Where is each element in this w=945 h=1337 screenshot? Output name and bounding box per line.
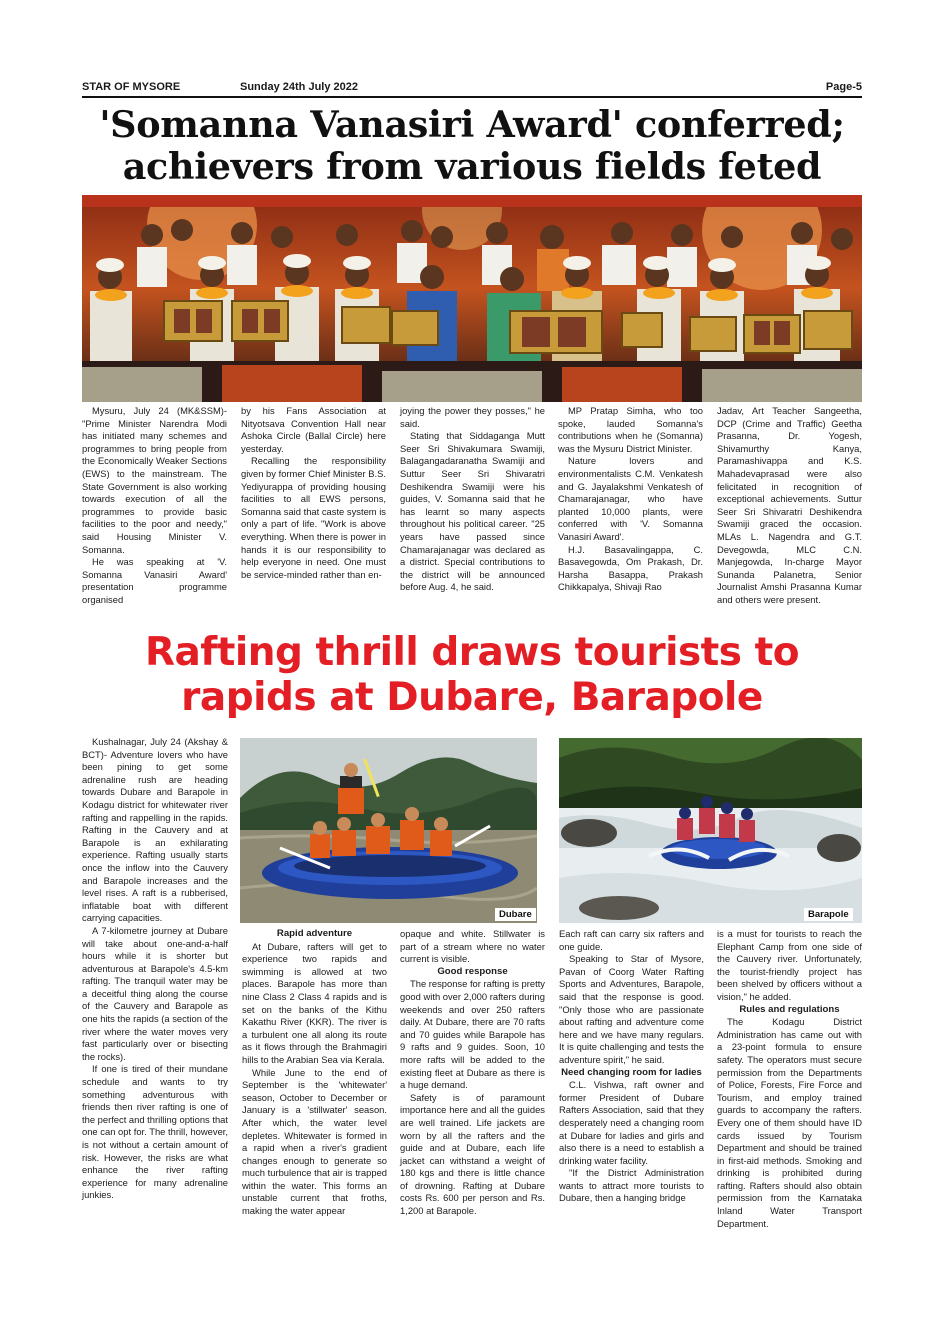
paragraph: The Kodagu District Administration has came out with a 23-point formula to ensure safety. The operators must secure permission from the Departments of Police, Forests, Fire Force and Tourism, and employ trained guards to accompany the rafters. Every one of them should have ID cards issued by Tourism Department and should be trained in first-aid methods. Smoking and drinking is prohibited during rafting. Rafters should also obtain permission from the Karnataka Inland Water Transport Department. <box>717 1016 862 1229</box>
story2-column-4 <box>559 928 704 1205</box>
subheading-changing-room: Need changing room for ladies <box>561 1066 702 1078</box>
paragraph: Stating that Siddaganga Mutt Seer Sri Shivakumara Swamiji, Balagangadaranatha Swamiji and Suttur Seer Sri Shivaratri Deshikendra Swamiji were his guides, V. Somanna said that he has learnt so many aspects throughout his political career. "25 years have passed since Chamarajanagar was declared as a district. Special contributions to the district will be announced before Aug. 4, he said. <box>400 430 545 593</box>
paragraph: opaque and white. Stillwater is part of a stream where no water current is visible. <box>400 928 545 965</box>
paragraph: Speaking to Star of Mysore, Pavan of Coorg Water Rafting Sports and Adventures, Barapole, said that the response is good. "Only those who are passionate about rafting and adventure come here and we have many regulars. It is quite challenging and tests the adventure spirit," he said. <box>559 953 704 1065</box>
subheading-rapid-adventure: Rapid adventure <box>276 928 353 939</box>
story2-column-5 <box>717 928 862 1230</box>
story2-headline <box>82 630 862 720</box>
paragraph: If one is tired of their mundane schedule and wants to try something adventurous with friends then river rafting is one of the perfect and thrilling options that one can opt for. The thrill, however, is not without a certain amount of risk. However, the risks are what enhance the river rafting experience for many adrenaline junkies. <box>82 1063 228 1201</box>
paragraph: Recalling the responsibility given by former Chief Minister B.S. Yediyurappa of providing housing facilities to all EWS persons, Somanna said that caste system is only a part of life. "Work is above everything. When there is power in hands it is our responsibility to help everyone in need. One must be service-minded rather than en- <box>241 455 386 580</box>
paragraph: Jadav, Art Teacher Sangeetha, DCP (Crime and Traffic) Geetha Prasanna, Dr. Yogesh, Shivamurthy Kanya, Paramashivappa and K.S. Mahadevaprasad were also felicitated in recognition of exceptional achievements. Suttur Seer Sri Shivaratri Deshikendra Swamiji graced the occasion. MLAs L. Nagendra and G.T. Devegowda, MLC C.N. Manjegowda, In-charge Mayor Sunanda Palanetra, Senior Journalist Amshi Prasanna Kumar and others were present. <box>717 405 862 605</box>
paragraph: Safety is of paramount importance here and all the guides are well trained. Life jackets are worn by all the rafters and the guide and at Dubare, each life jacket can withstand a weight of 180 kgs and there is little chance of drowning. Rafting at Dubare costs Rs. 600 per person and Rs. 1,200 at Barapole. <box>400 1091 545 1217</box>
paragraph: Mysuru, July 24 (MK&SSM)- "Prime Minister Narendra Modi has initiated many schemes and programmes to bring people from the Economically Weaker Sections (EWS) to the mainstream. The State Government is also working towards execution of all the programmes to provide basic facilities to the poor and needy," said Housing Minister V. Somanna. <box>82 405 227 555</box>
paragraph: At Dubare, rafters will get to experience two rapids and swimming is allowed at two places. Barapole has more than nine Class 2 Class 4 rapids and is set on the banks of the Kithu Kakathu River (KKR). The river is a turbulent one all along its route as it flows through the Brahmagiri hills to the Arabian Sea via Kerala. <box>242 940 387 1065</box>
paragraph: by his Fans Association at Nityotsava Convention Hall near Ashoka Circle (Ballal Circle) here yesterday. <box>241 405 386 454</box>
story1-headline-line2: achievers from various fields feted <box>122 145 822 188</box>
paragraph: He was speaking at 'V. Somanna Vanasiri Award' presentation programme organised <box>82 556 227 605</box>
story1-headline <box>82 104 862 188</box>
story1-column-1 <box>82 405 227 607</box>
paragraph: joying the power they posses," he said. <box>400 405 545 429</box>
story2-body <box>82 736 862 1271</box>
subheading-good-response: Good response <box>437 965 508 977</box>
story2-headline-line1: Rafting thrill draws tourists to <box>144 630 800 675</box>
paragraph: While June to the end of September is the 'whitewater' season, October to December or January is a 'stillwater' season. After which, the water level depletes. Whitewater is formed in a rapid when a river's gradient changes enough to generate so much turbulence that air is trapped within the water. This forms an unstable current that froths, making the water appear <box>242 1066 387 1217</box>
paragraph: The response for rafting is pretty good with over 2,000 rafters during weekends and over 250 rafters daily. At Dubare, there are 70 rafts and 70 guides while Barapole has 9 rafts and 9 guides. Soon, 10 more rafts will be added to the existing fleet at Dubare as there is a huge demand. <box>400 978 545 1091</box>
paragraph: Nature lovers and environmentalists C.M. Venkatesh and G. Jayalakshmi Venkatesh of Chamarajanagar, who have planted 10,000 plants, were conferred with 'V. Somanna Vanasiri Award'. <box>558 455 703 542</box>
story2-column-2 <box>242 928 387 1218</box>
story1-body <box>82 405 862 621</box>
publication-name: STAR OF MYSORE <box>82 81 181 93</box>
story1-column-5 <box>717 405 862 607</box>
story1-column-4 <box>558 405 703 594</box>
paragraph: Kushalnagar, July 24 (Akshay & BCT)- Adventure lovers who have been pining to get some adrenaline rush are heading towards Dubare and Barapole in Kodagu district for whitewater river rafting and rappelling in the rapids. Rafting in the Cauvery and at Barapole is an exhilarating experience. Rafting usually starts once the inflow into the Cauvery and Barapole increases and the level rises. A raft is a rubberised, inflatable boat with different carrying capacities. <box>82 736 228 924</box>
dubare-photo-caption: Dubare <box>495 908 536 921</box>
story2-headline-line2: rapids at Dubare, Barapole <box>181 675 763 720</box>
page-number: Page-5 <box>825 81 862 93</box>
barapole-photo-caption: Barapole <box>804 908 853 921</box>
paragraph: C.L. Vishwa, raft owner and former President of Dubare Rafters Association, said that they desperately need a changing room at Dubare for ladies and girls and also there is a need to establish a drinking water facility. <box>559 1079 704 1166</box>
story2-column-3 <box>400 928 545 1218</box>
paragraph: "If the District Administration wants to attract more tourists to Dubare, then a hanging bridge <box>559 1167 704 1204</box>
subheading-rules-regulations: Rules and regulations <box>739 1003 840 1015</box>
story1-headline-line1: 'Somanna Vanasiri Award' conferred; <box>99 103 845 146</box>
story1-column-3 <box>400 405 545 594</box>
paragraph: is a must for tourists to reach the Elephant Camp from one side of the Cauvery river. Unfortunately, the tourist-friendly project has been shelved by officers without a vision," he added. <box>717 928 862 1002</box>
paragraph: H.J. Basavalingappa, C. Basavegowda, Om Prakash, Dr. Harsha Basappa, Prakash Chikkapalya, Shivaji Rao <box>558 543 703 593</box>
paragraph: Each raft can carry six rafters and one guide. <box>559 928 704 952</box>
masthead-rule <box>82 96 862 98</box>
story2-column-1 <box>82 736 228 1202</box>
paragraph: MP Pratap Simha, who too spoke, lauded Somanna's contributions when he (Somanna) was the Mysuru District Minister. <box>558 405 703 454</box>
award-ceremony-photo <box>82 195 862 402</box>
masthead <box>82 80 862 96</box>
story1-column-2 <box>241 405 386 581</box>
issue-date: Sunday 24th July 2022 <box>240 81 358 93</box>
paragraph: A 7-kilometre journey at Dubare will take about one-and-a-half hours while it is shorter but adventurous at Barapole's 4.5-km rafting. The tranquil water may be a deceitful thing along the course of the Cauvery and Barapole as one hits the rapids (a section of the river where the water moves very fast particularly over or bisecting the rocks). <box>82 924 228 1062</box>
